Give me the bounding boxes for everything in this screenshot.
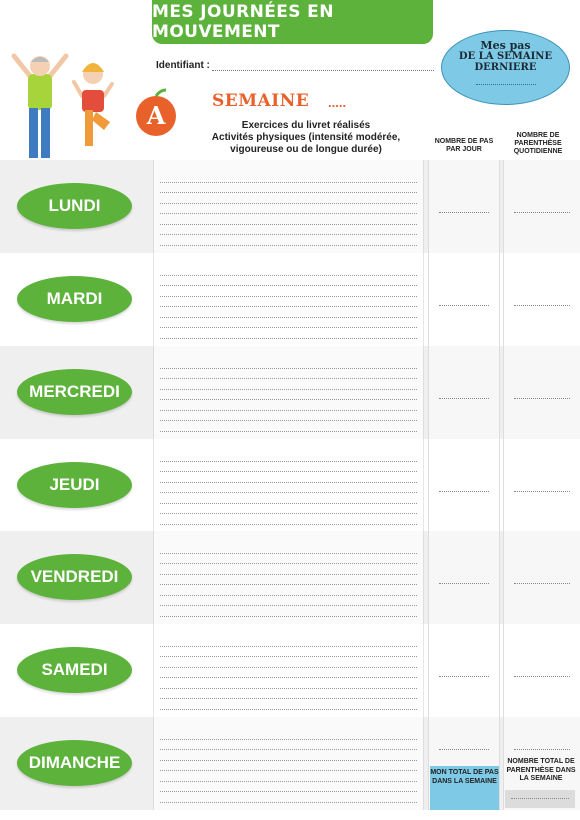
- writing-line[interactable]: [160, 483, 417, 494]
- last-week-line1: Mes pas: [480, 39, 531, 52]
- activities-notes-area[interactable]: [153, 253, 424, 346]
- parenthese-input-line[interactable]: [514, 305, 570, 306]
- parenthese-total-label: NOMBRE TOTAL DE PARENTHÈSE DANS LA SEMAINE: [506, 758, 576, 782]
- svg-text:A: A: [146, 101, 166, 130]
- subtitle-line-2: Activités physiques (intensité modérée,: [211, 132, 401, 143]
- writing-line[interactable]: [160, 678, 417, 689]
- parenthese-cell[interactable]: [503, 439, 580, 532]
- parenthese-input-line[interactable]: [514, 398, 570, 399]
- writing-line[interactable]: [160, 689, 417, 700]
- steps-input-line[interactable]: [439, 749, 489, 750]
- activities-notes-area[interactable]: [153, 439, 424, 532]
- writing-line[interactable]: [160, 564, 417, 575]
- man-figure-icon: [14, 56, 66, 158]
- writing-line[interactable]: [160, 183, 417, 194]
- activities-notes-area[interactable]: [153, 531, 424, 624]
- woman-figure-icon: [74, 63, 112, 146]
- day-row: [0, 160, 580, 253]
- semaine-input-dots[interactable]: .....: [328, 95, 347, 110]
- writing-line[interactable]: [160, 761, 417, 772]
- writing-line[interactable]: [160, 214, 417, 225]
- parenthese-cell[interactable]: [503, 346, 580, 439]
- identifiant-label: Identifiant :: [156, 60, 210, 71]
- steps-input-line[interactable]: [439, 491, 489, 492]
- activities-notes-area[interactable]: [153, 717, 424, 810]
- writing-line[interactable]: [160, 462, 417, 473]
- steps-cell[interactable]: [428, 439, 500, 532]
- day-row: [0, 439, 580, 532]
- writing-line[interactable]: [160, 636, 417, 647]
- day-label-area: [0, 531, 150, 624]
- steps-cell[interactable]: [428, 624, 500, 717]
- writing-line[interactable]: [160, 328, 417, 339]
- parenthese-input-line[interactable]: [514, 212, 570, 213]
- writing-line[interactable]: [160, 297, 417, 308]
- writing-line[interactable]: [160, 514, 417, 525]
- day-pill: MERCREDI: [17, 369, 132, 415]
- writing-line[interactable]: [160, 307, 417, 318]
- writing-line[interactable]: [160, 276, 417, 287]
- writing-line[interactable]: [160, 172, 417, 183]
- activities-subtitle: [196, 120, 416, 156]
- writing-line[interactable]: [160, 390, 417, 401]
- writing-line[interactable]: [160, 411, 417, 422]
- day-row: [0, 531, 580, 624]
- steps-cell[interactable]: [428, 531, 500, 624]
- writing-line[interactable]: [160, 235, 417, 246]
- writing-line[interactable]: [160, 668, 417, 679]
- writing-line[interactable]: [160, 358, 417, 369]
- steps-input-line[interactable]: [439, 676, 489, 677]
- day-pill: MARDI: [17, 276, 132, 322]
- day-pill: DIMANCHE: [17, 740, 132, 786]
- day-row: [0, 346, 580, 439]
- writing-line[interactable]: [160, 596, 417, 607]
- writing-line[interactable]: [160, 400, 417, 411]
- writing-line[interactable]: [160, 575, 417, 586]
- parenthese-input-line[interactable]: [514, 676, 570, 677]
- writing-line[interactable]: [160, 225, 417, 236]
- steps-cell[interactable]: [428, 346, 500, 439]
- writing-line[interactable]: [160, 379, 417, 390]
- parenthese-cell[interactable]: [503, 160, 580, 253]
- writing-line[interactable]: [160, 782, 417, 793]
- writing-line[interactable]: [160, 647, 417, 658]
- writing-line[interactable]: [160, 543, 417, 554]
- semaine-label: SEMAINE: [212, 91, 310, 111]
- steps-cell[interactable]: [428, 160, 500, 253]
- writing-line[interactable]: [160, 585, 417, 596]
- day-label-area: [0, 439, 150, 532]
- last-week-line3: DERNIERE: [474, 62, 537, 73]
- writing-line[interactable]: [160, 369, 417, 380]
- writing-line[interactable]: [160, 421, 417, 432]
- identifiant-input-line[interactable]: [212, 70, 434, 71]
- writing-line[interactable]: [160, 606, 417, 617]
- parenthese-column-header: NOMBRE DE PARENTHÈSE QUOTIDIENNE: [513, 132, 563, 155]
- steps-input-line[interactable]: [439, 212, 489, 213]
- parenthese-total-input[interactable]: [505, 790, 575, 808]
- writing-line[interactable]: [160, 504, 417, 515]
- writing-line[interactable]: [160, 792, 417, 803]
- last-week-input-line[interactable]: [476, 79, 536, 85]
- day-pill: SAMEDI: [17, 647, 132, 693]
- parenthese-cell[interactable]: [503, 624, 580, 717]
- writing-line[interactable]: [160, 657, 417, 668]
- writing-line[interactable]: [160, 193, 417, 204]
- writing-line[interactable]: [160, 204, 417, 215]
- steps-column-header: NOMBRE DE PAS PAR JOUR: [434, 138, 494, 153]
- last-week-steps-box[interactable]: [441, 30, 570, 105]
- parenthese-input-line[interactable]: [514, 491, 570, 492]
- page-title: MES JOURNÉES EN MOUVEMENT: [152, 0, 433, 44]
- day-row: [0, 624, 580, 717]
- day-label-area: [0, 253, 150, 346]
- day-row: [0, 253, 580, 346]
- day-label-area: [0, 346, 150, 439]
- day-label-area: [0, 624, 150, 717]
- day-pill: VENDREDI: [17, 554, 132, 600]
- writing-line[interactable]: [160, 265, 417, 276]
- writing-line[interactable]: [160, 740, 417, 751]
- steps-total-label: MON TOTAL DE PAS DANS LA SEMAINE: [430, 769, 499, 785]
- day-label-area: [0, 717, 150, 810]
- steps-input-line[interactable]: [439, 305, 489, 306]
- writing-line[interactable]: [160, 493, 417, 504]
- writing-line[interactable]: [160, 771, 417, 782]
- writing-line[interactable]: [160, 699, 417, 710]
- parenthese-cell[interactable]: [503, 531, 580, 624]
- writing-line[interactable]: [160, 750, 417, 761]
- writing-line[interactable]: [160, 286, 417, 297]
- day-pill: JEUDI: [17, 462, 132, 508]
- writing-line[interactable]: [160, 472, 417, 483]
- steps-cell[interactable]: [428, 253, 500, 346]
- writing-line[interactable]: [160, 554, 417, 565]
- day-pill: LUNDI: [17, 183, 132, 229]
- steps-total-box[interactable]: [430, 766, 499, 810]
- subtitle-line-3: vigoureuse ou de longue durée): [230, 144, 382, 155]
- day-label-area: [0, 160, 150, 253]
- activities-notes-area[interactable]: [153, 346, 424, 439]
- parenthese-cell[interactable]: [503, 253, 580, 346]
- writing-line[interactable]: [160, 729, 417, 740]
- steps-input-line[interactable]: [439, 398, 489, 399]
- subtitle-line-1: Exercices du livret réalisés: [241, 120, 371, 131]
- steps-input-line[interactable]: [439, 583, 489, 584]
- writing-line[interactable]: [160, 318, 417, 329]
- alapage-logo-icon: [130, 90, 184, 151]
- last-week-line2: DE LA SEMAINE: [458, 51, 553, 62]
- activities-notes-area[interactable]: [153, 624, 424, 717]
- writing-line[interactable]: [160, 451, 417, 462]
- activities-notes-area[interactable]: [153, 160, 424, 253]
- parenthese-input-line[interactable]: [514, 749, 570, 750]
- parenthese-input-line[interactable]: [514, 583, 570, 584]
